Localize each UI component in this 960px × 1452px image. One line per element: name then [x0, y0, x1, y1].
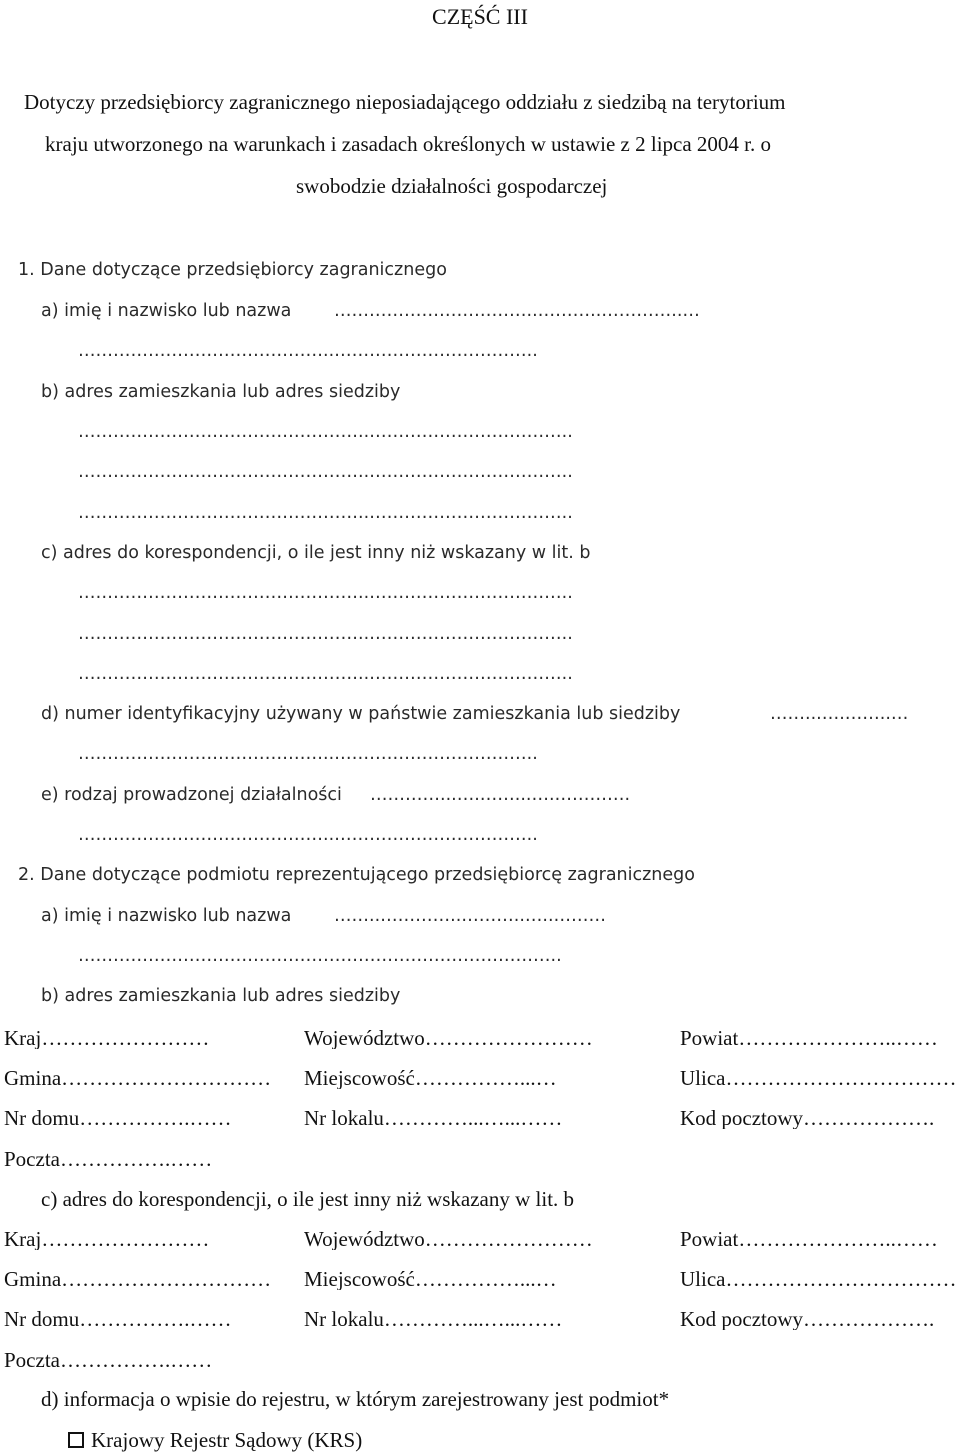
- s2-c-powiat-field[interactable]: Powiat…………………..……: [680, 1229, 938, 1250]
- s2-c-gmina-field[interactable]: Gmina…………………………: [4, 1269, 272, 1290]
- s1-e-fill-line-1[interactable]: …………...….……...….………….: [370, 787, 631, 805]
- s1-a-fill-line-1[interactable]: ……………………………..………..…………..…: [334, 303, 700, 321]
- s1-b-fill-line-3[interactable]: …………………………………………..……………………………..: [78, 505, 573, 523]
- s1-b-label: b) adres zamieszkania lub adres siedziby: [41, 382, 401, 402]
- section-1-heading: 1. Dane dotyczące przedsiębiorcy zagranicznego: [18, 260, 447, 280]
- s2-b-nr-lokalu-field[interactable]: Nr lokalu…………...…...……: [304, 1108, 563, 1129]
- intro-line-2: kraju utworzonego na warunkach i zasadach określonych w ustawie z 2 lipca 2004 r. o: [45, 132, 772, 156]
- s1-d-label: d) numer identyfikacyjny używany w państwie zamieszkania lub siedziby: [41, 704, 681, 724]
- s1-e-fill-line-2[interactable]: ……………………………………..……………………………..: [78, 827, 538, 845]
- s2-a-fill-line-2[interactable]: ………………………………………………………………………..: [78, 948, 562, 966]
- s2-c-ulica-field[interactable]: Ulica……………………………: [680, 1269, 957, 1290]
- intro-line-1: Dotyczy przedsiębiorcy zagranicznego nieposiadającego oddziału z siedzibą na terytorium: [24, 90, 786, 114]
- s2-c-wojewodztwo-field[interactable]: Województwo……………………: [304, 1229, 593, 1250]
- s1-b-fill-line-1[interactable]: …………………………………………..……………………………..: [78, 424, 573, 442]
- s2-c-kraj-field[interactable]: Kraj……………………: [4, 1229, 210, 1250]
- s1-c-label: c) adres do korespondencji, o ile jest inny niż wskazany w lit. b: [41, 543, 591, 563]
- s2-b-poczta-field[interactable]: Poczta…………….……: [4, 1149, 213, 1170]
- page-title: CZĘŚĆ III: [432, 4, 528, 29]
- s1-a-label: a) imię i nazwisko lub nazwa: [41, 301, 292, 321]
- s1-d-fill-line-2[interactable]: ……………………………………..……………………………..: [78, 746, 538, 764]
- krs-checkbox[interactable]: [68, 1432, 84, 1448]
- s2-c-poczta-field[interactable]: Poczta…………….……: [4, 1350, 213, 1371]
- s2-b-gmina-field[interactable]: Gmina…………………………: [4, 1068, 272, 1089]
- krs-label: Krajowy Rejestr Sądowy (KRS): [91, 1428, 363, 1452]
- s1-d-fill-line-1[interactable]: ……...….……..…: [770, 706, 909, 724]
- s2-b-label: b) adres zamieszkania lub adres siedziby: [41, 986, 401, 1006]
- s2-b-nr-domu-field[interactable]: Nr domu…………….……: [4, 1108, 232, 1129]
- s2-c-nr-domu-field[interactable]: Nr domu…………….……: [4, 1309, 232, 1330]
- s2-a-fill-line-1[interactable]: ……..…………..………..…..………: [334, 908, 607, 926]
- s1-c-fill-line-2[interactable]: …………………………………………..……………………………..: [78, 626, 573, 644]
- intro-line-3: swobodzie działalności gospodarczej: [296, 174, 608, 198]
- s1-a-fill-line-2[interactable]: ……………………………………..……………………………..: [78, 343, 538, 361]
- s2-c-label: c) adres do korespondencji, o ile jest inny niż wskazany w lit. b: [41, 1187, 575, 1211]
- s2-b-ulica-field[interactable]: Ulica……………………………: [680, 1068, 957, 1089]
- s1-e-label: e) rodzaj prowadzonej działalności: [41, 785, 342, 805]
- s2-c-kod-pocztowy-field[interactable]: Kod pocztowy……………….: [680, 1309, 935, 1330]
- s2-c-miejscowosc-field[interactable]: Miejscowość……………...…: [304, 1269, 557, 1290]
- s2-b-powiat-field[interactable]: Powiat…………………..……: [680, 1028, 938, 1049]
- s1-b-fill-line-2[interactable]: …………………………………………..……………………………..: [78, 464, 573, 482]
- s2-b-kraj-field[interactable]: Kraj……………………: [4, 1028, 210, 1049]
- s1-c-fill-line-3[interactable]: …………………………………………..……………………………..: [78, 666, 573, 684]
- s1-c-fill-line-1[interactable]: …………………………………………..……………………………..: [78, 585, 573, 603]
- s2-b-kod-pocztowy-field[interactable]: Kod pocztowy……………….: [680, 1108, 935, 1129]
- s2-c-nr-lokalu-field[interactable]: Nr lokalu…………...…...……: [304, 1309, 563, 1330]
- s2-d-label: d) informacja o wpisie do rejestru, w którym zarejestrowany jest podmiot*: [41, 1387, 670, 1411]
- section-2-heading: 2. Dane dotyczące podmiotu reprezentującego przedsiębiorcę zagranicznego: [18, 865, 695, 885]
- s2-b-miejscowosc-field[interactable]: Miejscowość……………...…: [304, 1068, 557, 1089]
- s2-a-label: a) imię i nazwisko lub nazwa: [41, 906, 292, 926]
- s2-b-wojewodztwo-field[interactable]: Województwo……………………: [304, 1028, 593, 1049]
